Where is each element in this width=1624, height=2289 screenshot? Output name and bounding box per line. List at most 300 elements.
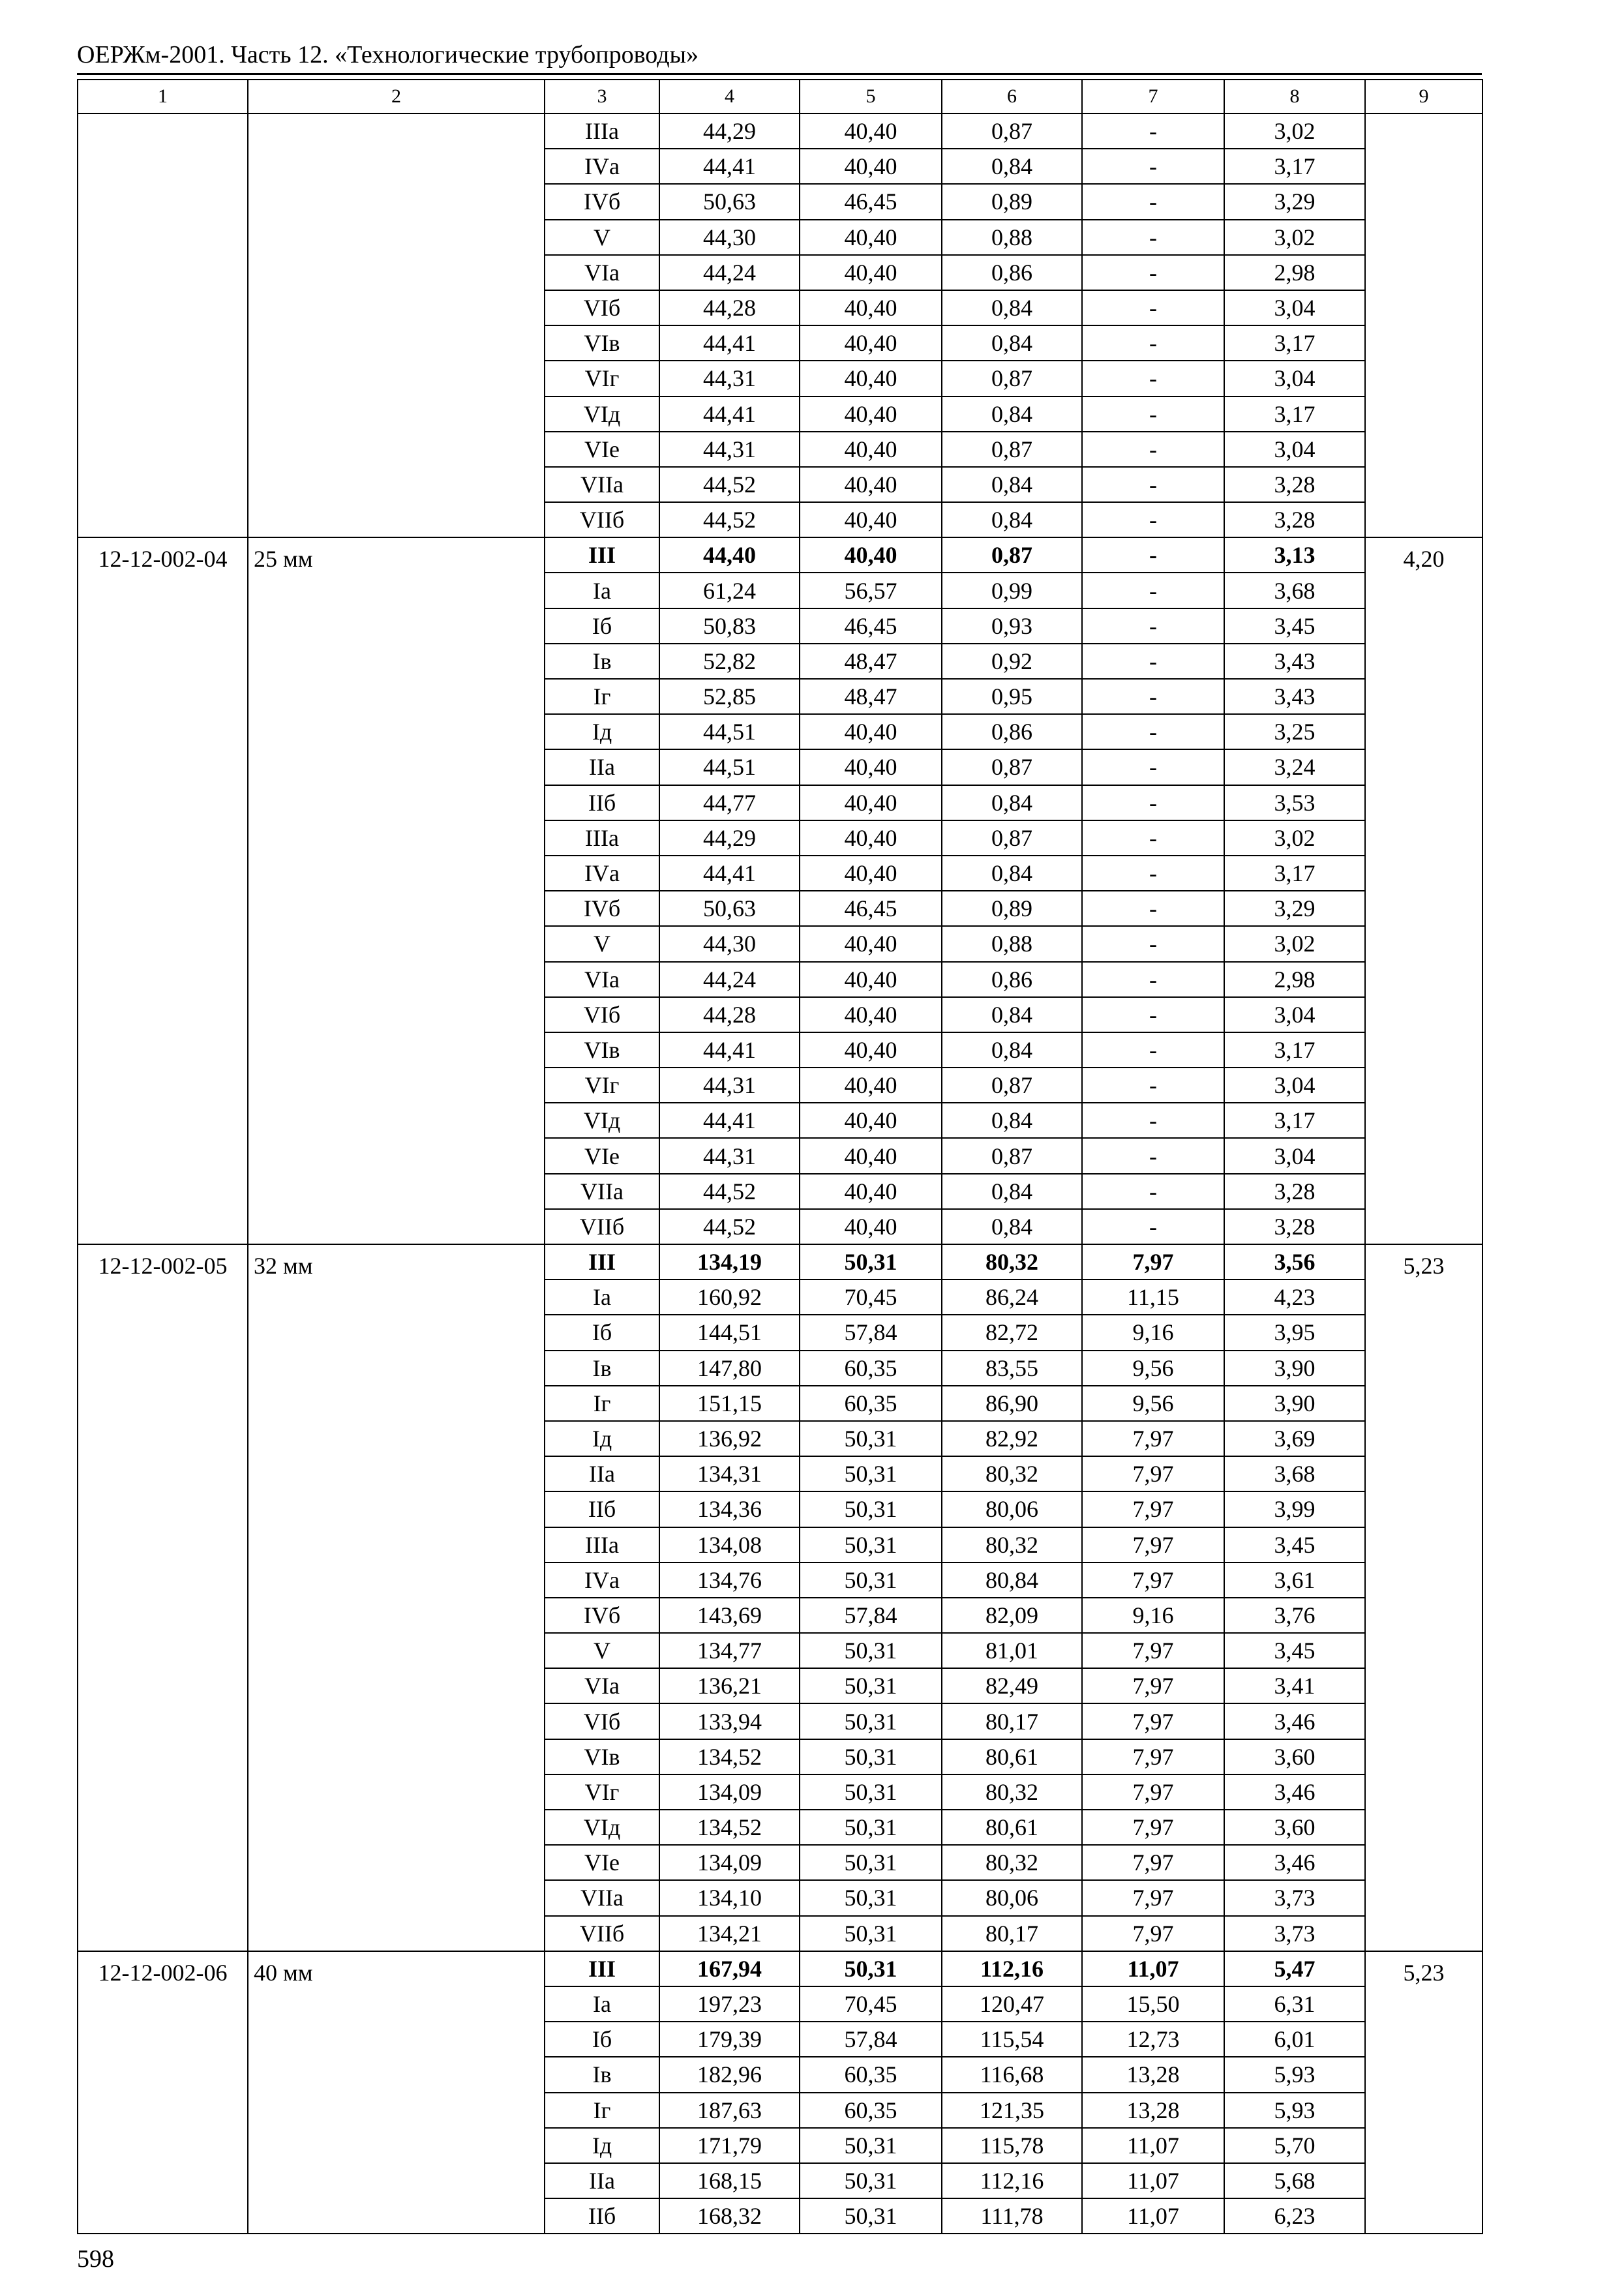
value-cell: - [1082, 149, 1224, 184]
column-number: 8 [1224, 80, 1365, 113]
value-cell: - [1082, 502, 1224, 537]
value-cell: 5,68 [1224, 2163, 1365, 2198]
value-cell: 80,32 [942, 1774, 1082, 1810]
value-cell: 7,97 [1082, 1456, 1224, 1491]
value-cell: 40,40 [800, 149, 942, 184]
value-cell: 3,04 [1224, 361, 1365, 396]
value-cell: 80,32 [942, 1244, 1082, 1279]
zone-cell: VIб [545, 290, 659, 325]
value-cell: 0,87 [942, 1138, 1082, 1173]
value-cell: 0,92 [942, 644, 1082, 679]
zone-cell: IVа [545, 149, 659, 184]
value-cell: 5,70 [1224, 2128, 1365, 2163]
value-cell: 134,19 [659, 1244, 800, 1279]
value-cell: - [1082, 1068, 1224, 1103]
rate-code-cell: 12-12-002-06 [78, 1951, 248, 2234]
value-cell: 134,52 [659, 1810, 800, 1845]
value-cell: 0,84 [942, 1032, 1082, 1068]
value-cell: 50,31 [800, 1810, 942, 1845]
value-cell: 11,07 [1082, 1951, 1224, 1986]
value-cell: 40,40 [800, 1103, 942, 1138]
column-number: 9 [1365, 80, 1482, 113]
value-cell: 9,16 [1082, 1315, 1224, 1350]
value-cell: - [1082, 608, 1224, 644]
value-cell: 13,28 [1082, 2057, 1224, 2092]
value-cell: 3,45 [1224, 1633, 1365, 1668]
value-cell: 0,95 [942, 679, 1082, 714]
zone-cell: IIа [545, 2163, 659, 2198]
value-cell: 3,43 [1224, 679, 1365, 714]
zone-cell: Iб [545, 608, 659, 644]
value-cell: - [1082, 785, 1224, 820]
value-cell: 134,52 [659, 1739, 800, 1774]
zone-cell: Iб [545, 1315, 659, 1350]
value-cell: 179,39 [659, 2022, 800, 2057]
value-cell: 48,47 [800, 679, 942, 714]
value-cell: 5,47 [1224, 1951, 1365, 1986]
value-cell: 112,16 [942, 2163, 1082, 2198]
value-cell: 44,29 [659, 820, 800, 856]
value-cell: 112,16 [942, 1951, 1082, 1986]
value-cell: 50,31 [800, 2163, 942, 2198]
value-cell: 0,84 [942, 396, 1082, 432]
value-cell: 57,84 [800, 1315, 942, 1350]
value-cell: 3,61 [1224, 1563, 1365, 1598]
value-cell: 44,52 [659, 1174, 800, 1209]
value-cell: 3,99 [1224, 1491, 1365, 1527]
value-cell: - [1082, 537, 1224, 573]
value-cell: 86,90 [942, 1386, 1082, 1421]
rate-code-cell [78, 113, 248, 537]
value-cell: 182,96 [659, 2057, 800, 2092]
value-cell: 3,29 [1224, 184, 1365, 219]
value-cell: 44,31 [659, 1068, 800, 1103]
zone-cell: IIа [545, 749, 659, 785]
value-cell: 160,92 [659, 1279, 800, 1315]
value-cell: 80,17 [942, 1916, 1082, 1951]
value-cell: 7,97 [1082, 1916, 1224, 1951]
value-cell: 50,83 [659, 608, 800, 644]
value-cell: - [1082, 467, 1224, 502]
value-cell: 3,28 [1224, 1209, 1365, 1244]
value-cell: 50,31 [800, 2198, 942, 2234]
value-cell: 115,54 [942, 2022, 1082, 2057]
value-cell: 40,40 [800, 1068, 942, 1103]
zone-cell: Iв [545, 1351, 659, 1386]
value-cell: 3,46 [1224, 1845, 1365, 1880]
value-cell: 3,28 [1224, 502, 1365, 537]
value-cell: 3,17 [1224, 856, 1365, 891]
value-cell: 0,84 [942, 856, 1082, 891]
zone-cell: IIIа [545, 1527, 659, 1563]
value-cell: 3,13 [1224, 537, 1365, 573]
value-cell: 0,87 [942, 749, 1082, 785]
value-cell: 147,80 [659, 1351, 800, 1386]
value-cell: 187,63 [659, 2093, 800, 2128]
value-cell: 3,69 [1224, 1421, 1365, 1456]
value-cell: 0,86 [942, 255, 1082, 290]
value-cell: 44,52 [659, 1209, 800, 1244]
value-cell: 40,40 [800, 467, 942, 502]
value-cell: 0,84 [942, 1174, 1082, 1209]
value-cell: 11,07 [1082, 2128, 1224, 2163]
zone-cell: VIв [545, 325, 659, 361]
value-cell: 3,90 [1224, 1386, 1365, 1421]
zone-cell: Iа [545, 1279, 659, 1315]
value-cell: - [1082, 679, 1224, 714]
value-cell: 80,32 [942, 1527, 1082, 1563]
zone-cell: VIд [545, 1810, 659, 1845]
value-cell: 3,04 [1224, 1138, 1365, 1173]
zone-cell: VIIб [545, 1916, 659, 1951]
value-cell: 0,87 [942, 537, 1082, 573]
value-cell: 7,97 [1082, 1703, 1224, 1739]
value-cell: 3,60 [1224, 1739, 1365, 1774]
value-cell: 6,31 [1224, 1986, 1365, 2022]
value-cell: 3,24 [1224, 749, 1365, 785]
zone-cell: VIIб [545, 1209, 659, 1244]
value-cell: - [1082, 1103, 1224, 1138]
value-cell: 57,84 [800, 2022, 942, 2057]
value-cell: 3,02 [1224, 820, 1365, 856]
zone-cell: VIд [545, 396, 659, 432]
value-cell: 50,31 [800, 1845, 942, 1880]
value-cell: 3,45 [1224, 1527, 1365, 1563]
value-cell: - [1082, 714, 1224, 749]
value-cell: 44,41 [659, 1103, 800, 1138]
value-cell: - [1082, 432, 1224, 467]
zone-cell: VIIа [545, 467, 659, 502]
value-cell: 0,89 [942, 891, 1082, 926]
value-cell: 3,04 [1224, 997, 1365, 1032]
column-9-cell [1365, 113, 1482, 537]
value-cell: 7,97 [1082, 1739, 1224, 1774]
value-cell: 0,87 [942, 432, 1082, 467]
value-cell: 7,97 [1082, 1421, 1224, 1456]
value-cell: 80,61 [942, 1739, 1082, 1774]
value-cell: 0,87 [942, 113, 1082, 149]
value-cell: 81,01 [942, 1633, 1082, 1668]
zone-cell: IIа [545, 1456, 659, 1491]
column-number: 7 [1082, 80, 1224, 113]
value-cell: 40,40 [800, 926, 942, 961]
value-cell: 2,98 [1224, 962, 1365, 997]
value-cell: 50,31 [800, 1703, 942, 1739]
value-cell: 15,50 [1082, 1986, 1224, 2022]
value-cell: 115,78 [942, 2128, 1082, 2163]
table-row [78, 537, 1482, 573]
value-cell: 3,17 [1224, 1032, 1365, 1068]
value-cell: 44,31 [659, 1138, 800, 1173]
value-cell: 40,40 [800, 255, 942, 290]
value-cell: 44,41 [659, 856, 800, 891]
header-rule [77, 73, 1482, 75]
column-9-cell: 4,20 [1365, 537, 1482, 1244]
value-cell: 121,35 [942, 2093, 1082, 2128]
value-cell: 3,28 [1224, 467, 1365, 502]
value-cell: 80,61 [942, 1810, 1082, 1845]
table-row [78, 1244, 1482, 1279]
value-cell: 3,68 [1224, 1456, 1365, 1491]
value-cell: 44,52 [659, 467, 800, 502]
zone-cell: Iа [545, 573, 659, 608]
value-cell: 50,31 [800, 1668, 942, 1703]
value-cell: 70,45 [800, 1279, 942, 1315]
value-cell: 50,31 [800, 1421, 942, 1456]
zone-cell: V [545, 220, 659, 255]
value-cell: - [1082, 1209, 1224, 1244]
value-cell: 134,08 [659, 1527, 800, 1563]
zone-cell: VIIб [545, 502, 659, 537]
zone-cell: V [545, 926, 659, 961]
value-cell: 3,45 [1224, 608, 1365, 644]
value-cell: 136,21 [659, 1668, 800, 1703]
value-cell: 12,73 [1082, 2022, 1224, 2057]
value-cell: 134,09 [659, 1774, 800, 1810]
value-cell: 3,46 [1224, 1774, 1365, 1810]
value-cell: 151,15 [659, 1386, 800, 1421]
value-cell: - [1082, 325, 1224, 361]
zone-cell: Iд [545, 1421, 659, 1456]
value-cell: 80,32 [942, 1845, 1082, 1880]
value-cell: 7,97 [1082, 1810, 1224, 1845]
zone-cell: VIа [545, 255, 659, 290]
column-number: 2 [248, 80, 545, 113]
value-cell: 3,02 [1224, 926, 1365, 961]
value-cell: 120,47 [942, 1986, 1082, 2022]
zone-cell: VIе [545, 432, 659, 467]
value-cell: 44,41 [659, 1032, 800, 1068]
value-cell: 44,31 [659, 361, 800, 396]
value-cell: 133,94 [659, 1703, 800, 1739]
zone-cell: VIIа [545, 1880, 659, 1915]
value-cell: 40,40 [800, 325, 942, 361]
value-cell: 136,92 [659, 1421, 800, 1456]
value-cell: 83,55 [942, 1351, 1082, 1386]
value-cell: 60,35 [800, 2057, 942, 2092]
value-cell: 44,24 [659, 962, 800, 997]
value-cell: 3,53 [1224, 785, 1365, 820]
value-cell: - [1082, 962, 1224, 997]
value-cell: 46,45 [800, 184, 942, 219]
value-cell: - [1082, 1174, 1224, 1209]
value-cell: 44,41 [659, 149, 800, 184]
value-cell: 0,84 [942, 1209, 1082, 1244]
zone-cell: VIв [545, 1032, 659, 1068]
value-cell: 11,07 [1082, 2163, 1224, 2198]
value-cell: 40,40 [800, 537, 942, 573]
value-cell: 3,04 [1224, 432, 1365, 467]
value-cell: 0,89 [942, 184, 1082, 219]
value-cell: - [1082, 290, 1224, 325]
value-cell: 7,97 [1082, 1244, 1224, 1279]
value-cell: 40,40 [800, 1209, 942, 1244]
value-cell: 3,17 [1224, 1103, 1365, 1138]
value-cell: 7,97 [1082, 1633, 1224, 1668]
value-cell: 60,35 [800, 1351, 942, 1386]
value-cell: 44,51 [659, 714, 800, 749]
value-cell: 82,92 [942, 1421, 1082, 1456]
value-cell: 3,46 [1224, 1703, 1365, 1739]
value-cell: 56,57 [800, 573, 942, 608]
value-cell: 3,04 [1224, 1068, 1365, 1103]
table-body [78, 113, 1482, 2234]
value-cell: 40,40 [800, 220, 942, 255]
value-cell: - [1082, 644, 1224, 679]
column-9-cell: 5,23 [1365, 1951, 1482, 2234]
value-cell: 0,84 [942, 785, 1082, 820]
value-cell: 2,98 [1224, 255, 1365, 290]
value-cell: - [1082, 361, 1224, 396]
value-cell: - [1082, 184, 1224, 219]
value-cell: 60,35 [800, 2093, 942, 2128]
value-cell: 44,41 [659, 396, 800, 432]
value-cell: 46,45 [800, 891, 942, 926]
value-cell: 80,06 [942, 1491, 1082, 1527]
value-cell: 40,40 [800, 714, 942, 749]
value-cell: 70,45 [800, 1986, 942, 2022]
value-cell: 111,78 [942, 2198, 1082, 2234]
value-cell: 50,31 [800, 1456, 942, 1491]
value-cell: 3,17 [1224, 325, 1365, 361]
value-cell: - [1082, 997, 1224, 1032]
rates-table [77, 79, 1483, 2234]
value-cell: 3,73 [1224, 1880, 1365, 1915]
value-cell: 44,30 [659, 220, 800, 255]
value-cell: 134,77 [659, 1633, 800, 1668]
value-cell: 0,84 [942, 1103, 1082, 1138]
value-cell: 44,41 [659, 325, 800, 361]
value-cell: 40,40 [800, 502, 942, 537]
zone-cell: III [545, 1951, 659, 1986]
value-cell: 3,68 [1224, 573, 1365, 608]
value-cell: 5,93 [1224, 2093, 1365, 2128]
value-cell: 0,84 [942, 149, 1082, 184]
value-cell: 3,60 [1224, 1810, 1365, 1845]
column-number: 1 [78, 80, 248, 113]
column-number: 3 [545, 80, 659, 113]
table-row [78, 113, 1482, 149]
value-cell: 0,84 [942, 502, 1082, 537]
value-cell: 86,24 [942, 1279, 1082, 1315]
value-cell: 116,68 [942, 2057, 1082, 2092]
value-cell: 144,51 [659, 1315, 800, 1350]
zone-cell: VIа [545, 962, 659, 997]
value-cell: 3,17 [1224, 396, 1365, 432]
value-cell: 0,87 [942, 1068, 1082, 1103]
value-cell: - [1082, 573, 1224, 608]
value-cell: 6,23 [1224, 2198, 1365, 2234]
pipe-size-cell: 32 мм [248, 1244, 545, 1951]
zone-cell: Iв [545, 2057, 659, 2092]
zone-cell: III [545, 1244, 659, 1279]
value-cell: 40,40 [800, 1174, 942, 1209]
pipe-size-cell: 25 мм [248, 537, 545, 1244]
value-cell: 82,72 [942, 1315, 1082, 1350]
value-cell: 44,52 [659, 502, 800, 537]
zone-cell: Iг [545, 679, 659, 714]
value-cell: 197,23 [659, 1986, 800, 2022]
value-cell: 5,93 [1224, 2057, 1365, 2092]
value-cell: 3,90 [1224, 1351, 1365, 1386]
value-cell: 44,28 [659, 290, 800, 325]
value-cell: 60,35 [800, 1386, 942, 1421]
value-cell: 3,56 [1224, 1244, 1365, 1279]
value-cell: 52,85 [659, 679, 800, 714]
zone-cell: IIб [545, 2198, 659, 2234]
value-cell: 3,28 [1224, 1174, 1365, 1209]
zone-cell: IVб [545, 184, 659, 219]
value-cell: 44,40 [659, 537, 800, 573]
value-cell: 134,09 [659, 1845, 800, 1880]
value-cell: 134,76 [659, 1563, 800, 1598]
column-number: 4 [659, 80, 800, 113]
value-cell: 6,01 [1224, 2022, 1365, 2057]
value-cell: 48,47 [800, 644, 942, 679]
value-cell: 40,40 [800, 396, 942, 432]
value-cell: 7,97 [1082, 1527, 1224, 1563]
value-cell: - [1082, 891, 1224, 926]
value-cell: 50,31 [800, 1491, 942, 1527]
value-cell: 7,97 [1082, 1668, 1224, 1703]
value-cell: 50,31 [800, 1527, 942, 1563]
zone-cell: V [545, 1633, 659, 1668]
value-cell: 3,04 [1224, 290, 1365, 325]
value-cell: - [1082, 926, 1224, 961]
value-cell: 3,95 [1224, 1315, 1365, 1350]
value-cell: 44,28 [659, 997, 800, 1032]
value-cell: 0,99 [942, 573, 1082, 608]
value-cell: 80,06 [942, 1880, 1082, 1915]
value-cell: 3,43 [1224, 644, 1365, 679]
value-cell: 50,31 [800, 1633, 942, 1668]
value-cell: 11,15 [1082, 1279, 1224, 1315]
rate-code-cell: 12-12-002-04 [78, 537, 248, 1244]
value-cell: 0,86 [942, 714, 1082, 749]
page-header: ОЕРЖм-2001. Часть 12. «Технологические трубопроводы» [77, 41, 699, 68]
value-cell: 3,25 [1224, 714, 1365, 749]
pipe-size-cell: 40 мм [248, 1951, 545, 2234]
value-cell: 80,17 [942, 1703, 1082, 1739]
value-cell: 3,29 [1224, 891, 1365, 926]
zone-cell: VIв [545, 1739, 659, 1774]
value-cell: 7,97 [1082, 1774, 1224, 1810]
value-cell: 50,31 [800, 1244, 942, 1279]
value-cell: 0,84 [942, 290, 1082, 325]
value-cell: 50,31 [800, 1774, 942, 1810]
zone-cell: VIд [545, 1103, 659, 1138]
value-cell: 50,31 [800, 1563, 942, 1598]
value-cell: 3,76 [1224, 1598, 1365, 1633]
value-cell: 3,41 [1224, 1668, 1365, 1703]
value-cell: 0,93 [942, 608, 1082, 644]
value-cell: 44,77 [659, 785, 800, 820]
zone-cell: VIг [545, 1068, 659, 1103]
value-cell: 0,86 [942, 962, 1082, 997]
rate-code-cell: 12-12-002-05 [78, 1244, 248, 1951]
value-cell: - [1082, 220, 1224, 255]
value-cell: 7,97 [1082, 1563, 1224, 1598]
value-cell: 171,79 [659, 2128, 800, 2163]
value-cell: 0,84 [942, 325, 1082, 361]
value-cell: 40,40 [800, 1138, 942, 1173]
value-cell: 143,69 [659, 1598, 800, 1633]
value-cell: 46,45 [800, 608, 942, 644]
value-cell: 50,31 [800, 1880, 942, 1915]
value-cell: 82,09 [942, 1598, 1082, 1633]
value-cell: 50,31 [800, 2128, 942, 2163]
zone-cell: IIIа [545, 113, 659, 149]
